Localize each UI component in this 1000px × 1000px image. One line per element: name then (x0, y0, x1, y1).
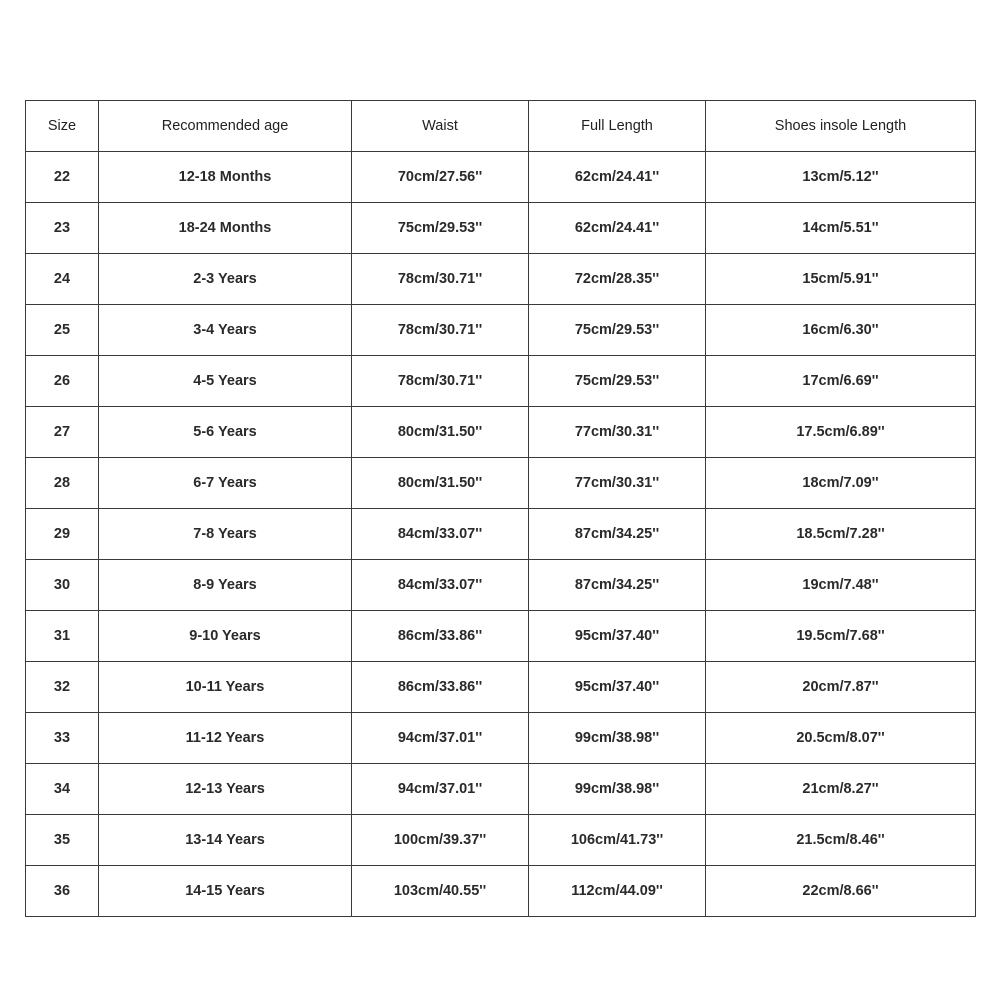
cell-size: 22 (26, 152, 99, 203)
cell-size: 35 (26, 815, 99, 866)
cell-full-length: 77cm/30.31'' (529, 458, 706, 509)
cell-waist: 78cm/30.71'' (352, 356, 529, 407)
cell-full-length: 87cm/34.25'' (529, 509, 706, 560)
cell-full-length: 99cm/38.98'' (529, 713, 706, 764)
table-row (26, 611, 976, 662)
cell-size: 36 (26, 866, 99, 917)
cell-full-length: 95cm/37.40'' (529, 662, 706, 713)
cell-waist: 86cm/33.86'' (352, 611, 529, 662)
cell-full-length: 112cm/44.09'' (529, 866, 706, 917)
cell-waist: 103cm/40.55'' (352, 866, 529, 917)
cell-shoes-insole-length: 15cm/5.91'' (706, 254, 976, 305)
cell-shoes-insole-length: 17cm/6.69'' (706, 356, 976, 407)
cell-recommended-age: 8-9 Years (99, 560, 352, 611)
size-chart-body (26, 152, 976, 917)
size-chart-header (26, 101, 976, 152)
cell-shoes-insole-length: 19.5cm/7.68'' (706, 611, 976, 662)
cell-shoes-insole-length: 19cm/7.48'' (706, 560, 976, 611)
cell-waist: 100cm/39.37'' (352, 815, 529, 866)
table-row (26, 305, 976, 356)
cell-size: 32 (26, 662, 99, 713)
cell-shoes-insole-length: 22cm/8.66'' (706, 866, 976, 917)
cell-shoes-insole-length: 21.5cm/8.46'' (706, 815, 976, 866)
table-row (26, 356, 976, 407)
header-size: Size (26, 101, 99, 152)
cell-full-length: 95cm/37.40'' (529, 611, 706, 662)
cell-full-length: 62cm/24.41'' (529, 152, 706, 203)
cell-full-length: 72cm/28.35'' (529, 254, 706, 305)
cell-full-length: 75cm/29.53'' (529, 356, 706, 407)
cell-recommended-age: 9-10 Years (99, 611, 352, 662)
cell-size: 25 (26, 305, 99, 356)
cell-waist: 94cm/37.01'' (352, 764, 529, 815)
table-row (26, 866, 976, 917)
cell-full-length: 106cm/41.73'' (529, 815, 706, 866)
cell-shoes-insole-length: 17.5cm/6.89'' (706, 407, 976, 458)
cell-shoes-insole-length: 14cm/5.51'' (706, 203, 976, 254)
cell-size: 26 (26, 356, 99, 407)
cell-shoes-insole-length: 21cm/8.27'' (706, 764, 976, 815)
cell-recommended-age: 11-12 Years (99, 713, 352, 764)
cell-waist: 86cm/33.86'' (352, 662, 529, 713)
cell-recommended-age: 4-5 Years (99, 356, 352, 407)
header-recommended-age: Recommended age (99, 101, 352, 152)
cell-size: 31 (26, 611, 99, 662)
cell-full-length: 77cm/30.31'' (529, 407, 706, 458)
cell-recommended-age: 18-24 Months (99, 203, 352, 254)
cell-recommended-age: 14-15 Years (99, 866, 352, 917)
cell-shoes-insole-length: 16cm/6.30'' (706, 305, 976, 356)
cell-waist: 80cm/31.50'' (352, 407, 529, 458)
cell-recommended-age: 3-4 Years (99, 305, 352, 356)
cell-size: 28 (26, 458, 99, 509)
table-row (26, 152, 976, 203)
header-waist: Waist (352, 101, 529, 152)
cell-waist: 78cm/30.71'' (352, 254, 529, 305)
cell-size: 34 (26, 764, 99, 815)
cell-waist: 94cm/37.01'' (352, 713, 529, 764)
cell-size: 24 (26, 254, 99, 305)
header-full-length: Full Length (529, 101, 706, 152)
table-row (26, 560, 976, 611)
cell-recommended-age: 2-3 Years (99, 254, 352, 305)
size-chart-table (25, 100, 976, 917)
cell-size: 33 (26, 713, 99, 764)
cell-shoes-insole-length: 20.5cm/8.07'' (706, 713, 976, 764)
table-row (26, 713, 976, 764)
cell-shoes-insole-length: 18.5cm/7.28'' (706, 509, 976, 560)
cell-recommended-age: 7-8 Years (99, 509, 352, 560)
cell-full-length: 62cm/24.41'' (529, 203, 706, 254)
table-row (26, 203, 976, 254)
cell-full-length: 87cm/34.25'' (529, 560, 706, 611)
cell-size: 29 (26, 509, 99, 560)
table-row (26, 662, 976, 713)
cell-shoes-insole-length: 13cm/5.12'' (706, 152, 976, 203)
table-row (26, 407, 976, 458)
cell-recommended-age: 12-18 Months (99, 152, 352, 203)
cell-full-length: 99cm/38.98'' (529, 764, 706, 815)
table-row (26, 458, 976, 509)
cell-recommended-age: 12-13 Years (99, 764, 352, 815)
cell-recommended-age: 6-7 Years (99, 458, 352, 509)
cell-waist: 70cm/27.56'' (352, 152, 529, 203)
cell-size: 30 (26, 560, 99, 611)
cell-size: 23 (26, 203, 99, 254)
cell-full-length: 75cm/29.53'' (529, 305, 706, 356)
cell-waist: 80cm/31.50'' (352, 458, 529, 509)
cell-shoes-insole-length: 20cm/7.87'' (706, 662, 976, 713)
cell-waist: 78cm/30.71'' (352, 305, 529, 356)
cell-recommended-age: 10-11 Years (99, 662, 352, 713)
table-row (26, 254, 976, 305)
cell-recommended-age: 13-14 Years (99, 815, 352, 866)
table-row (26, 509, 976, 560)
header-row (26, 101, 976, 152)
cell-shoes-insole-length: 18cm/7.09'' (706, 458, 976, 509)
cell-waist: 84cm/33.07'' (352, 509, 529, 560)
cell-recommended-age: 5-6 Years (99, 407, 352, 458)
cell-size: 27 (26, 407, 99, 458)
cell-waist: 84cm/33.07'' (352, 560, 529, 611)
table-row (26, 815, 976, 866)
cell-waist: 75cm/29.53'' (352, 203, 529, 254)
header-shoes-insole-length: Shoes insole Length (706, 101, 976, 152)
table-row (26, 764, 976, 815)
